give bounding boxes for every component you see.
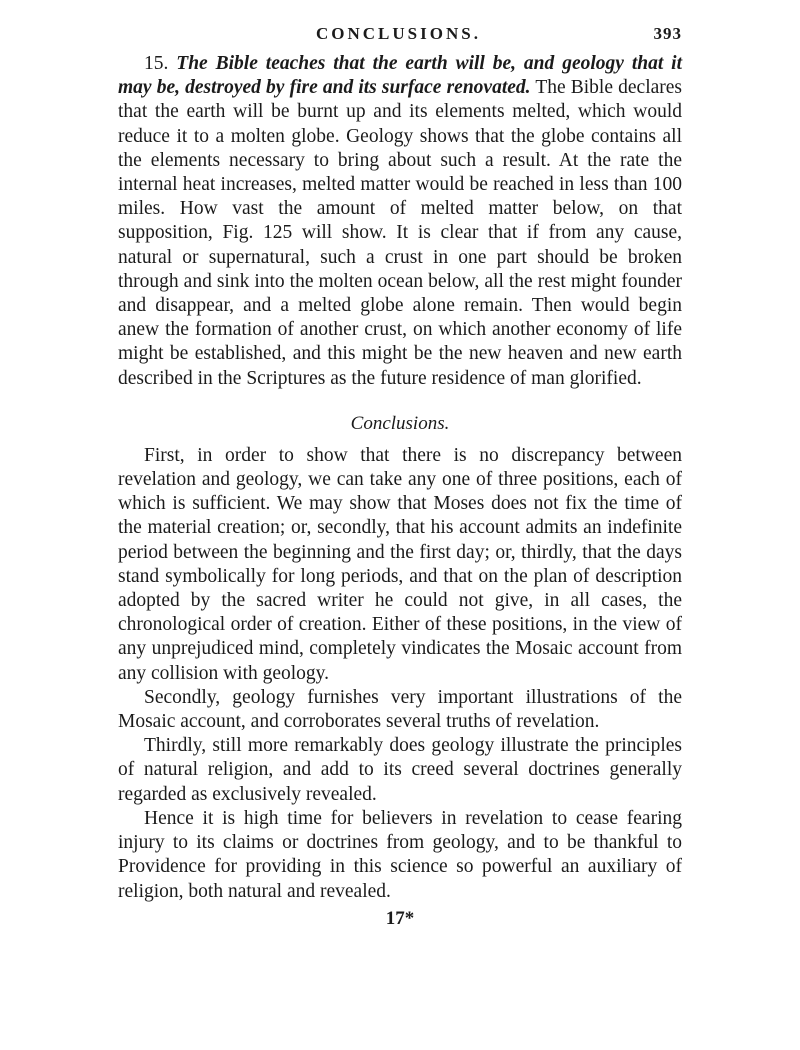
- paragraph-lead: The Bible teaches that the earth will be, and geology that it may be, destroyed by fire and its surface renovated.: [118, 53, 683, 99]
- section-title: Conclusions.: [350, 412, 450, 434]
- paragraph-number: 15.: [144, 53, 169, 74]
- book-page: [118, 24, 682, 930]
- paragraph-body: The Bible declares that the earth will be burnt up and its elements melted, which would reduce it to a molten globe. Geology shows that the globe contains all the elements necessary to bring about such a result. At the rate the internal heat increases, melted matter would be reached in less than 100 miles. How vast the amount of melted matter below, on that supposition, Fig. 125 will show. It is clear that if from any cause, natural or supernatural, such a crust in one part should be broken through and sink into the molten ocean below, all the rest might founder and disappear, and a melted globe alone remain. Then would begin anew the formation of another crust, on which another economy of life might be established, and this might be the new heaven and new earth described in the Scriptures as the future residence of man glorified.: [118, 77, 682, 389]
- conclusion-first: First, in order to show that there is no discrepancy between revelation and geology, we can take any one of three positions, each of which is sufficient. We may show that Moses does not fix the time of the material creation; or, secondly, that his account admits an indefinite period between the beginning and the first day; or, thirdly, that the days stand symbolically for long periods, and that on the plan of description adopted by the sacred writer he could not give, in all cases, the chronological order of creation. Either of these positions, in the view of any unprejudiced mind, completely vindicates the Mosaic account from any collision with geology.: [118, 444, 682, 684]
- running-head: [118, 24, 682, 52]
- conclusion-third: Thirdly, still more remarkably does geology illustrate the principles of natural religion, and add to its creed several doctrines generally regarded as exclusively revealed.: [118, 735, 682, 805]
- signature-mark: 17*: [385, 907, 415, 929]
- running-head-title: CONCLUSIONS.: [316, 24, 481, 43]
- page-number: 393: [653, 24, 682, 43]
- conclusion-second: Secondly, geology furnishes very important illustrations of the Mosaic account, and corroborates several truths of revelation.: [118, 686, 682, 733]
- conclusion-final: Hence it is high time for believers in revelation to cease fearing injury to its claims or doctrines from geology, and to be thankful to Providence for providing in this science so powerful an auxiliary of religion, both natural and revealed.: [118, 807, 682, 902]
- paragraph-15: [118, 52, 682, 391]
